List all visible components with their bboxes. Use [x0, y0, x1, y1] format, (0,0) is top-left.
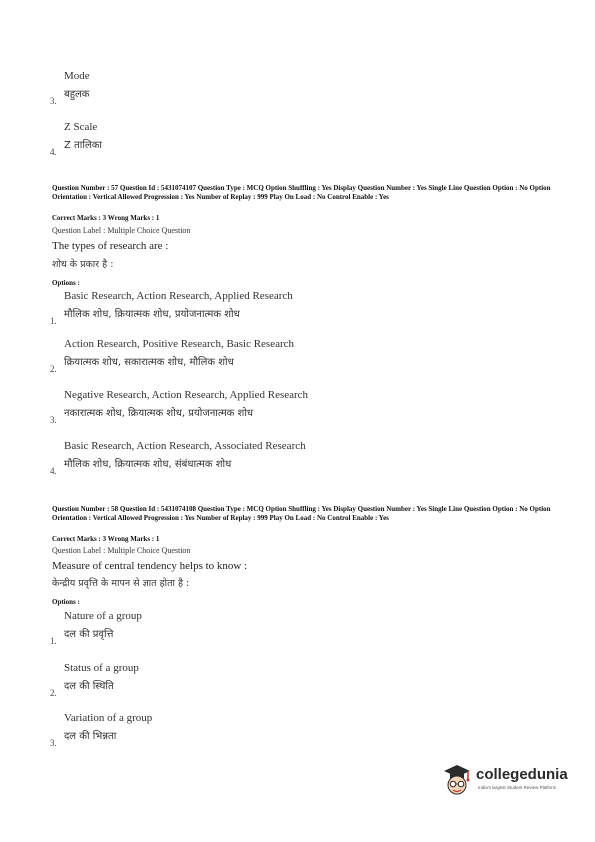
question-text-hi: केन्द्रीय प्रवृत्ति के मापन से ज्ञात होता है :: [52, 578, 190, 589]
options-label: Options :: [52, 598, 80, 606]
option-number: 1.: [50, 636, 57, 646]
option-number: 1.: [50, 316, 57, 326]
question-text-en: The types of research are :: [52, 240, 169, 252]
graduate-mascot-icon: [440, 762, 474, 798]
collegedunia-logo: [440, 762, 568, 802]
option-text-en: Mode: [64, 70, 90, 82]
option-text-en: Status of a group: [64, 662, 139, 674]
question-label: Question Label : Multiple Choice Question: [52, 546, 191, 555]
option-text-en: Negative Research, Action Research, Applied Research: [64, 389, 309, 401]
options-label: Options :: [52, 279, 80, 287]
option-text-hi: दल की भिन्नता: [64, 731, 117, 742]
marks-info: Correct Marks : 3 Wrong Marks : 1: [52, 214, 160, 222]
question-text-en: Measure of central tendency helps to know :: [52, 560, 248, 572]
option-number: 2.: [50, 688, 57, 698]
option-number: 3.: [50, 738, 57, 748]
question-meta: Question Number : 58 Question Id : 5431074108 Question Type : MCQ Option Shuffling : Yes Display Question Number : Yes Single Line Question Option : No Option Orientation : Vertical Allowed Progression : Yes Number of Replay : 999 Play On Load : No Control Enable : Yes: [52, 505, 551, 522]
option-text-hi: क्रियात्मक शोध, सकारात्मक शोध, मौलिक शोध: [64, 357, 234, 368]
option-text-hi: नकारात्मक शोध, क्रियात्मक शोध, प्रयोजनात्मक शोध: [64, 408, 254, 419]
question-meta: Question Number : 57 Question Id : 5431074107 Question Type : MCQ Option Shuffling : Yes Display Question Number : Yes Single Line Question Option : No Option Orientation : Vertical Allowed Progression : Yes Number of Replay : 999 Play On Load : No Control Enable : Yes: [52, 184, 551, 201]
option-number: 3.: [50, 415, 57, 425]
option-number: 2.: [50, 364, 57, 374]
option-number: 3.: [50, 96, 57, 106]
option-text-en: Action Research, Positive Research, Basic Research: [64, 338, 295, 350]
option-text-hi: मौलिक शोध, क्रियात्मक शोध, संबंधात्मक शोध: [64, 459, 232, 470]
option-text-en: Variation of a group: [64, 712, 153, 724]
question-label: Question Label : Multiple Choice Question: [52, 226, 191, 235]
option-text-hi: बहुलक: [64, 89, 90, 100]
option-text-hi: दल की स्थिति: [64, 681, 114, 692]
option-text-en: Z Scale: [64, 121, 98, 133]
brand-name: collegedunia: [476, 766, 568, 783]
option-text-en: Basic Research, Action Research, Applied Research: [64, 290, 293, 302]
option-text-hi: मौलिक शोध, क्रियात्मक शोध, प्रयोजनात्मक शोध: [64, 309, 240, 320]
option-text-en: Nature of a group: [64, 610, 142, 622]
question-text-hi: शोध के प्रकार है :: [52, 259, 114, 270]
option-number: 4.: [50, 466, 57, 476]
option-text-hi: Z तालिका: [64, 140, 102, 151]
option-number: 4.: [50, 147, 57, 157]
option-text-en: Basic Research, Action Research, Associated Research: [64, 440, 306, 452]
brand-tagline: India's largest Student Review Platform: [478, 785, 557, 790]
marks-info: Correct Marks : 3 Wrong Marks : 1: [52, 535, 160, 543]
option-text-hi: दल की प्रवृत्ति: [64, 629, 114, 640]
